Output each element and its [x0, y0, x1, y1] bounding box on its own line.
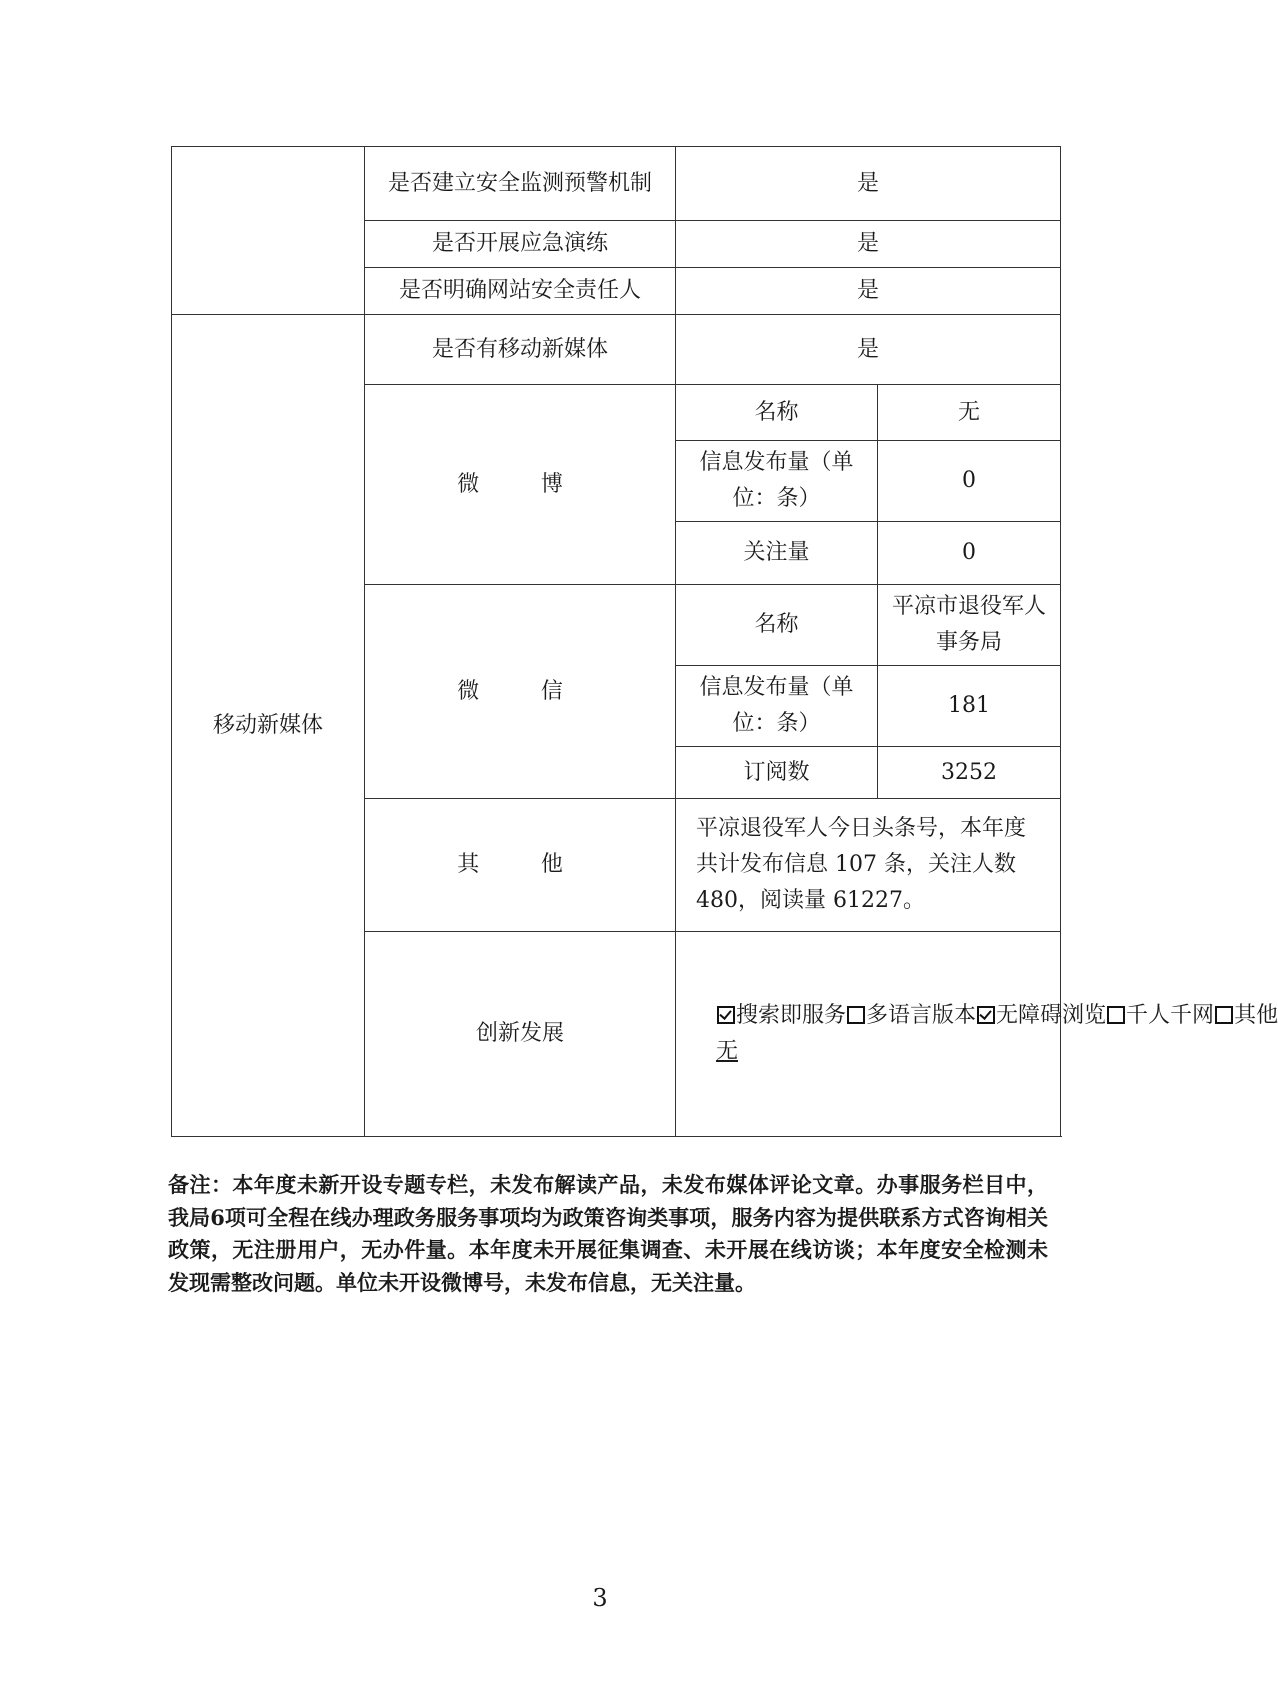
- weixin-sub-label: 订阅数: [676, 747, 878, 799]
- row-label: 是否建立安全监测预警机制: [365, 147, 676, 221]
- other-value: 平凉退役军人今日头条号，本年度共计发布信息 107 条，关注人数 480，阅读量 61227。: [676, 799, 1061, 932]
- option-label: 无障碍浏览: [996, 1003, 1107, 1028]
- checkbox-accessibility[interactable]: [977, 1006, 995, 1024]
- weixin-name-value: 平凉市退役军人事务局: [878, 585, 1061, 666]
- row-label: 是否明确网站安全责任人: [365, 268, 676, 315]
- innovation-options: [716, 998, 1278, 1034]
- weixin-label: 微 信: [365, 585, 676, 799]
- row-value: 是: [676, 268, 1061, 315]
- row-value: 是: [676, 315, 1061, 385]
- row-label: 是否开展应急演练: [365, 221, 676, 268]
- row-label: 是否有移动新媒体: [365, 315, 676, 385]
- weibo-name-value: 无: [878, 385, 1061, 441]
- checkbox-other[interactable]: [1215, 1006, 1233, 1024]
- innovation-other-value: 无: [716, 1039, 739, 1064]
- weibo-label: 微 博: [365, 385, 676, 585]
- checkbox-search-service[interactable]: [717, 1006, 735, 1024]
- innovation-cell: [676, 932, 1278, 1137]
- option-label: 多语言版本: [866, 1003, 977, 1028]
- innovation-section-label: 创新发展: [365, 932, 676, 1137]
- option-label: 搜索即服务: [736, 1003, 847, 1028]
- remarks-note: 备注：本年度未新开设专题专栏，未发布解读产品，未发布媒体评论文章。办事服务栏目中，我局6项可全程在线办理政务服务事项均为政策咨询类事项，服务内容为提供联系方式咨询相关政策，无注册用户，无办件量。本年度未开展征集调查、未开展在线访谈；本年度安全检测未发现需整改问题。单位未开设微博号，未发布信息，无关注量。: [168, 1172, 1048, 1295]
- table-row: [172, 315, 1061, 385]
- other-label: 其 他: [365, 799, 676, 932]
- row-value: 是: [676, 147, 1061, 221]
- checkbox-multilanguage[interactable]: [847, 1006, 865, 1024]
- weibo-count-label: 信息发布量（单位：条）: [676, 441, 878, 522]
- security-section-cell: [172, 147, 365, 315]
- weixin-name-label: 名称: [676, 585, 878, 666]
- mobile-section-label: 移动新媒体: [172, 315, 365, 1137]
- weibo-follow-label: 关注量: [676, 522, 878, 585]
- table-row: [172, 147, 1061, 221]
- option-label: 其他: [1234, 1003, 1278, 1028]
- row-value: 是: [676, 221, 1061, 268]
- option-label: 千人千网: [1126, 1003, 1215, 1028]
- checkbox-personalized[interactable]: [1107, 1006, 1125, 1024]
- weibo-count-value: 0: [878, 441, 1061, 522]
- weixin-sub-value: 3252: [878, 747, 1061, 799]
- weixin-count-value: 181: [878, 666, 1061, 747]
- page-number: 3: [592, 1584, 608, 1612]
- report-table: [171, 146, 1278, 1137]
- weibo-follow-value: 0: [878, 522, 1061, 585]
- weibo-name-label: 名称: [676, 385, 878, 441]
- weixin-count-label: 信息发布量（单位：条）: [676, 666, 878, 747]
